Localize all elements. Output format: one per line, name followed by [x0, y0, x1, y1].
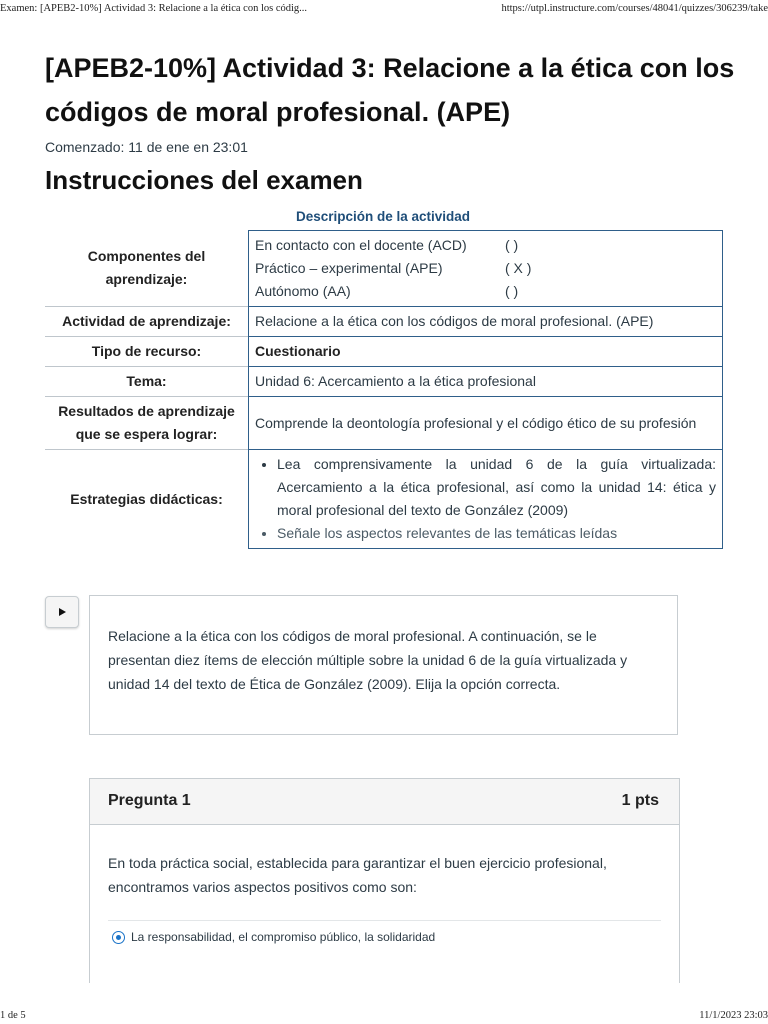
quiz-title: [APEB2-10%] Actividad 3: Relacione a la ética con los códigos de moral profesional. (APE) — [45, 53, 735, 127]
activity-description-table — [45, 230, 723, 549]
component-name: Autónomo (AA) — [255, 283, 351, 299]
strategies-list — [255, 453, 716, 545]
component-item — [255, 257, 716, 280]
resource-type-label: Tipo de recurso: — [45, 337, 249, 367]
component-item — [255, 234, 716, 257]
quiz-intro-box — [89, 595, 678, 735]
component-mark: ( ) — [505, 283, 519, 299]
resource-type-value: Cuestionario — [249, 337, 723, 367]
list-item: • Señale los aspectos relevantes de las temáticas leídas — [277, 522, 716, 545]
component-mark: ( ) — [505, 237, 519, 253]
table-row — [45, 367, 723, 397]
component-name: En contacto con el docente (ACD) — [255, 237, 467, 253]
answer-label[interactable]: La responsabilidad, el compromiso público, la solidaridad — [131, 930, 436, 944]
table-row — [45, 337, 723, 367]
learning-activity-value: Relacione a la ética con los códigos de moral profesional. (APE) — [249, 307, 723, 337]
question-card — [89, 778, 680, 983]
table-row — [45, 307, 723, 337]
table-row — [45, 231, 723, 307]
components-label: Componentes del aprendizaje: — [87, 248, 206, 288]
radio-button[interactable] — [112, 931, 125, 944]
expand-toggle-button[interactable] — [45, 596, 79, 628]
print-header-title: Examen: [APEB2-10%] Actividad 3: Relacione a la ética con los códig... — [0, 3, 308, 14]
table-row — [45, 450, 723, 549]
strategies-value — [249, 450, 723, 549]
component-name: Práctico – experimental (APE) — [255, 260, 443, 276]
radio-selected-dot — [116, 935, 121, 940]
component-item — [255, 280, 716, 303]
list-item: • Lea comprensivamente la unidad 6 de la guía virtualizada: Acercamiento a la ética profesional, así como la unidad 14: ética y moral profesional del texto de González (2009) — [277, 453, 716, 522]
strategies-label: Estrategias didácticas: — [45, 450, 249, 549]
quiz-intro-text: Relacione a la ética con los códigos de moral profesional. A continuación, se le presentan diez ítems de elección múltiple sobre la unidad 6 de la guía virtualizada y unidad 14 del texto de Ética de González (2009). Elija la opción correcta. — [108, 628, 628, 692]
play-icon — [57, 607, 67, 617]
question-header — [90, 779, 679, 825]
learning-activity-label: Actividad de aprendizaje: — [45, 307, 249, 337]
answer-option[interactable] — [112, 930, 435, 944]
topic-label: Tema: — [45, 367, 249, 397]
learning-outcomes-value: Comprende la deontología profesional y el código ético de su profesión — [249, 397, 723, 450]
print-header — [0, 0, 768, 20]
answer-divider — [108, 920, 661, 921]
print-timestamp: 11/1/2023 23:03 — [699, 1010, 768, 1021]
quiz-started-time: Comenzado: 11 de ene en 23:01 — [45, 139, 248, 155]
learning-outcomes-label: Resultados de aprendizaje que se espera lograr: — [45, 397, 249, 450]
activity-description-caption: Descripción de la actividad — [295, 209, 471, 224]
question-title: Pregunta 1 — [108, 792, 191, 809]
topic-value: Unidad 6: Acercamiento a la ética profesional — [249, 367, 723, 397]
print-page-number: 1 de 5 — [0, 1010, 26, 1021]
table-row — [45, 397, 723, 450]
print-header-url: https://utpl.instructure.com/courses/48041/quizzes/306239/take — [501, 3, 768, 14]
question-text: En toda práctica social, establecida para garantizar el buen ejercicio profesional, encontramos varios aspectos positivos como son: — [108, 855, 607, 895]
instructions-heading: Instrucciones del examen — [45, 165, 363, 195]
components-value — [249, 231, 723, 307]
component-mark: ( X ) — [505, 260, 532, 276]
print-footer — [0, 1010, 768, 1024]
question-points: 1 pts — [621, 792, 659, 809]
